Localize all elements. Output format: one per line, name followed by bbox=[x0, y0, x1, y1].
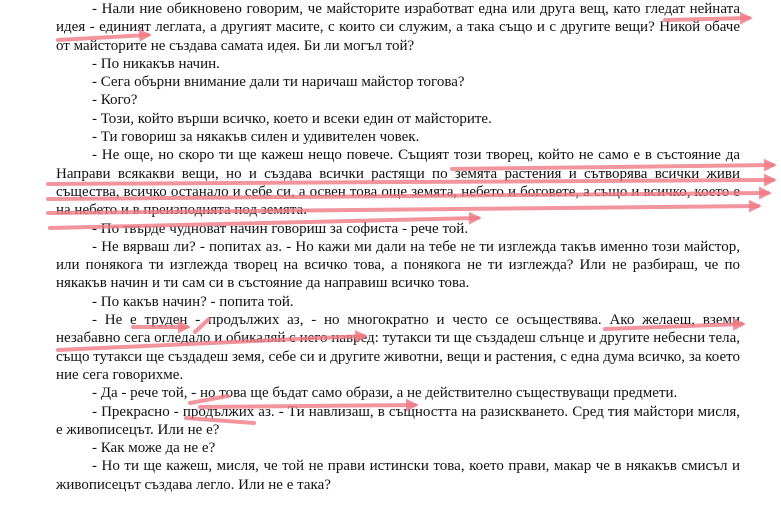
paragraph: - Не още, но скоро ти ще кажеш нещо повече. Същият този творец, който не само е в състояние да Направи всякакви вещи, но и създава всички растящи по земята растения и сътворява всички живи същества, всичко останало и себе си, а освен това още земята, небето и боговете, а също и всичко, което е на небето и в преизподнята под земята. bbox=[56, 147, 740, 219]
paragraph: - Но ти ще кажеш, мисля, че той не прави истински това, което прави, макар че в някакъв смисъл и живописецът създава легло. Или не е така? bbox=[56, 458, 740, 493]
paragraph: - По какъв начин? - попита той. bbox=[92, 293, 294, 310]
paragraph: - Как може да не е? bbox=[92, 440, 216, 457]
paragraph: - Сега обърни внимание дали ти наричаш майстор тогова? bbox=[92, 74, 465, 91]
paragraph: - Нали ние обикновено говорим, че майсторите изработват една или друга вещ, като гледат нейната идея - единият леглата, а другият масите, с които си служим, а така също и с другите вещи? Никой обаче от майсторите не създава самата идея. Би ли могъл той? bbox=[56, 1, 740, 54]
document-body bbox=[56, 0, 740, 494]
paragraph: - Не вярваш ли? - попитах аз. - Но кажи ми дали на тебе не ти изглежда такъв именно този майстор, или понякога ти изглежда творец на всичко това, а понякога не ти изглежда? Или не разбираш, че по някакъв начин и ти сам си в състояние да направиш всичко това. bbox=[56, 238, 740, 292]
paragraph: - Да - рече той, - но това ще бъдат само образи, а не действително съществуващи предмети. bbox=[92, 385, 678, 402]
paragraph: - Кого? bbox=[92, 92, 138, 109]
paragraph: - По никакъв начин. bbox=[92, 55, 220, 72]
paragraph: - Не е труден - продължих аз, - но многократно и често се осъществява. Ако желаеш, вземи незабавно сега огледало и обикаляй с него навред: тутакси ти ще създадеш слънце и другите небесни тела, също тутакси ще създадеш земя, себе си и другите животни, вещи и растения, с една дума всичко, за което ние сега говорихме. bbox=[56, 312, 740, 383]
paragraph: - Ти говориш за някакъв силен и удивителен човек. bbox=[92, 129, 420, 146]
paragraph: - Този, който върши всичко, което и всеки един от майсторите. bbox=[92, 110, 492, 127]
paragraph: - Прекрасно - продължих аз. - Ти навлизаш, в същността на разискването. Сред тия майстори мисля, е живописецът. Или не е? bbox=[56, 403, 740, 438]
paragraph: - По твърде чудноват начин говориш за софиста - рече той. bbox=[92, 220, 469, 237]
